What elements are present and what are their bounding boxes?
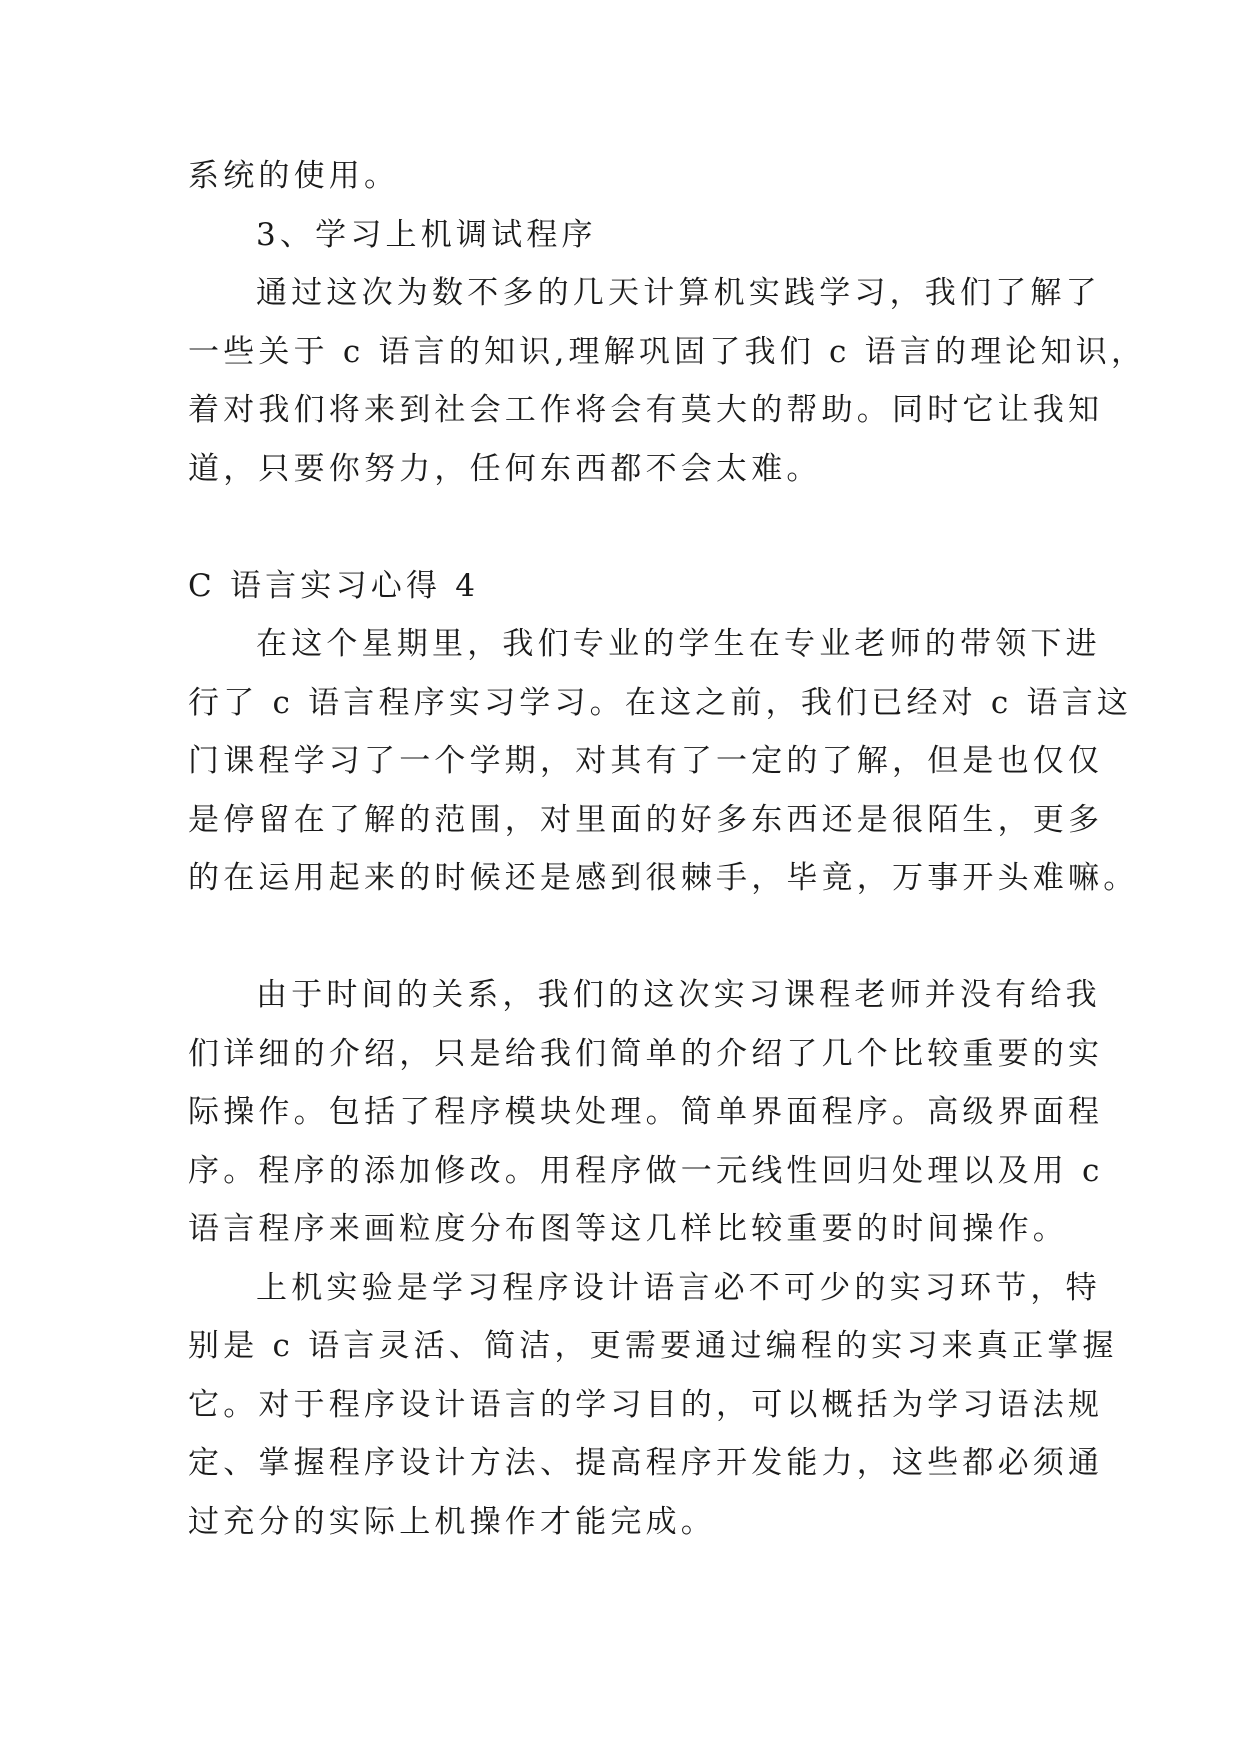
- paragraph-line: 一些关于 c 语言的知识,理解巩固了我们 c 语言的理论知识，: [188, 333, 1147, 370]
- paragraph-line: 行了 c 语言程序实习学习。在这之前，我们已经对 c 语言这: [188, 684, 1133, 721]
- paragraph-line: 序。程序的添加修改。用程序做一元线性回归处理以及用 c: [188, 1152, 1104, 1189]
- paragraph-line: 际操作。包括了程序模块处理。简单界面程序。高级界面程: [188, 1094, 1104, 1130]
- paragraph-line: 在这个星期里，我们专业的学生在专业老师的带领下进: [256, 626, 1101, 662]
- paragraph-line: 门课程学习了一个学期，对其有了一定的了解，但是也仅仅: [188, 743, 1104, 779]
- paragraph-line: 由于时间的关系，我们的这次实习课程老师并没有给我: [256, 977, 1101, 1013]
- list-item-heading: 3、学习上机调试程序: [256, 216, 597, 253]
- paragraph-line: 语言程序来画粒度分布图等这几样比较重要的时间操作。: [188, 1211, 1068, 1247]
- paragraph-line: 别是 c 语言灵活、简洁，更需要通过编程的实习来真正掌握: [188, 1328, 1118, 1364]
- paragraph-line: 通过这次为数不多的几天计算机实践学习，我们了解了: [256, 275, 1101, 311]
- paragraph-line: 上机实验是学习程序设计语言必不可少的实习环节，特: [256, 1269, 1101, 1306]
- paragraph-line: 系统的使用。: [188, 158, 400, 194]
- blank-line: [188, 908, 1058, 967]
- paragraph-line: 道，只要你努力，任何东西都不会太难。: [188, 450, 822, 487]
- document-body: [188, 147, 1147, 1551]
- paragraph-line: 是停留在了解的范围，对里面的好多东西还是很陌生，更多: [188, 801, 1104, 838]
- paragraph-line: 定、掌握程序设计方法、提高程序开发能力，这些都必须通: [188, 1445, 1104, 1481]
- section-title: C 语言实习心得 4: [188, 567, 480, 604]
- paragraph-line: 们详细的介绍，只是给我们简单的介绍了几个比较重要的实: [188, 1035, 1104, 1072]
- paragraph-line: 着对我们将来到社会工作将会有莫大的帮助。同时它让我知: [188, 392, 1104, 428]
- paragraph-line: 过充分的实际上机操作才能完成。: [188, 1503, 716, 1540]
- paragraph-line: 的在运用起来的时候还是感到很棘手，毕竟，万事开头难嘛。: [188, 860, 1139, 896]
- paragraph-line: 它。对于程序设计语言的学习目的，可以概括为学习语法规: [188, 1386, 1104, 1423]
- blank-line: [188, 498, 1058, 557]
